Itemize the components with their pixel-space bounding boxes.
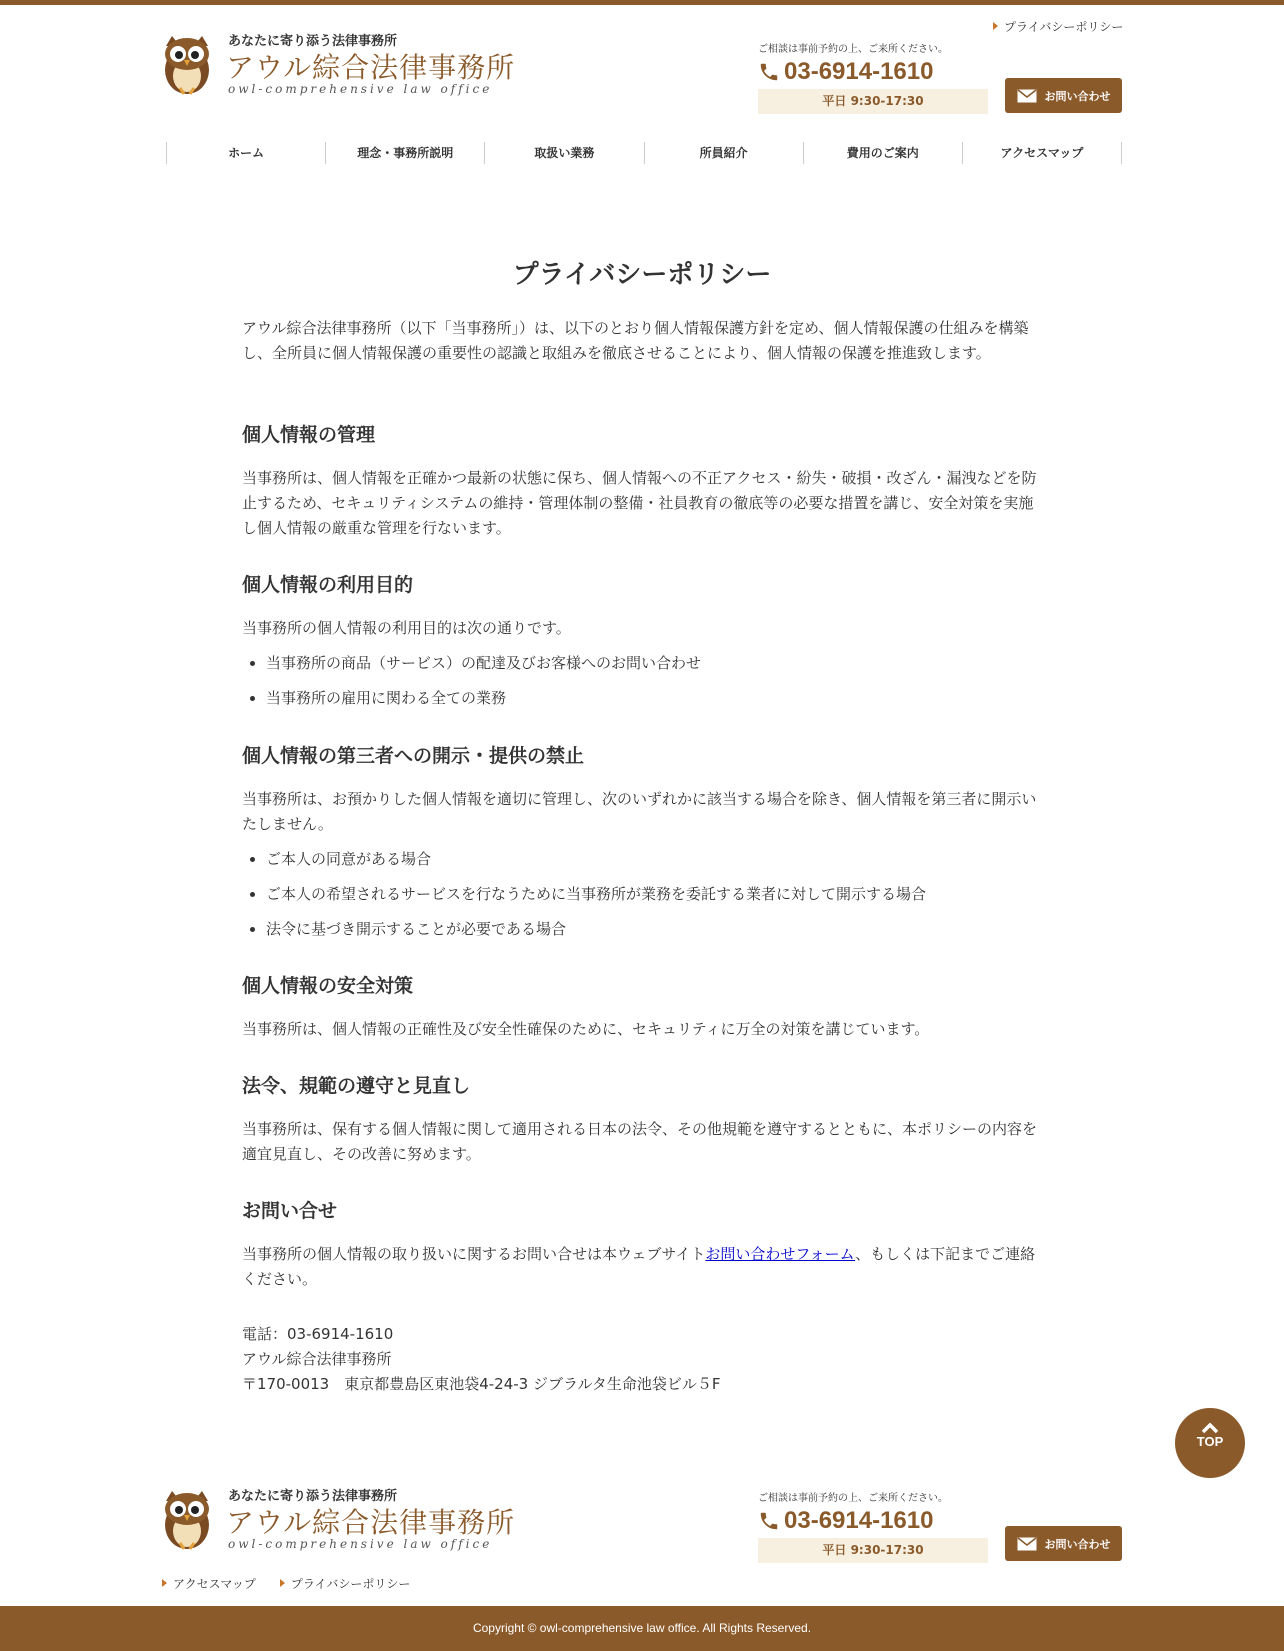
footer-inquiry-button[interactable] <box>1005 1526 1122 1561</box>
footer-logo[interactable] <box>160 1483 516 1555</box>
section-heading-purpose: 個人情報の利用目的 <box>242 574 414 596</box>
list-item: • 法令に基づき開示することが必要である場合 <box>266 917 1042 942</box>
copyright-bar: Copyright © owl-comprehensive law office. All Rights Reserved. <box>0 1606 1284 1651</box>
back-to-top-label: TOP <box>1196 1434 1224 1449</box>
list-item: • ご本人の同意がある場合 <box>266 847 1042 872</box>
header-contact <box>758 40 988 114</box>
main-content <box>242 250 1042 1393</box>
footer-link-label: アクセスマップ <box>173 1577 256 1591</box>
firm-name-english: owl-comprehensive law office <box>228 1537 493 1551</box>
inquiry-button[interactable] <box>1005 78 1122 113</box>
section-body-purpose: 当事務所の個人情報の利用目的は次の通りです。 <box>242 619 571 637</box>
firm-name-english: owl-comprehensive law office <box>228 82 493 96</box>
owl-mascot-icon <box>160 32 214 96</box>
inquiry-form-link[interactable]: お問い合わせフォーム <box>705 1245 856 1263</box>
owl-mascot-icon <box>160 1487 214 1551</box>
privacy-policy-label: プライバシーポリシー <box>1004 20 1124 34</box>
section-heading-disclosure: 個人情報の第三者への開示・提供の禁止 <box>242 745 585 767</box>
contact-text-after: 、もしくは下記までご連絡ください。 <box>242 1245 1036 1288</box>
firm-tagline: あなたに寄り添う法律事務所 <box>228 34 398 49</box>
chevron-up-icon <box>1201 1422 1219 1434</box>
nav-item-home[interactable]: ホーム <box>167 142 326 164</box>
triangle-bullet-icon <box>162 1579 167 1587</box>
business-hours: 平日 9:30-17:30 <box>758 89 988 114</box>
contact-note: ご相談は事前予約の上、ご来所ください。 <box>758 1493 948 1504</box>
intro-text: アウル綜合法律事務所（以下「当事務所」）は、以下のとおり個人情報保護方針を定め、個人情報保護の仕組みを構築し、全所員に個人情報保護の重要性の認識と取組みを徹底させることにより、個人情報の保護を推進致します。 <box>242 319 1029 362</box>
address-firm: アウル綜合法律事務所 <box>242 1350 392 1368</box>
list-item: • 当事務所の雇用に関わる全ての業務 <box>266 686 1042 711</box>
address-phone: 電話：03-6914-1610 <box>242 1325 394 1343</box>
footer-link-privacy-policy[interactable] <box>280 1575 410 1592</box>
firm-name: アウル綜合法律事務所 <box>226 1506 516 1539</box>
phone-number[interactable] <box>758 57 988 87</box>
site-logo[interactable] <box>160 28 516 100</box>
disclosure-list <box>242 847 1042 942</box>
nav-item-practice-areas[interactable]: 取扱い業務 <box>485 142 644 164</box>
nav-item-philosophy[interactable]: 理念・事務所説明 <box>326 142 485 164</box>
nav-item-fees[interactable]: 費用のご案内 <box>804 142 963 164</box>
section-body-compliance: 当事務所は、保有する個人情報に関して適用される日本の法令、その他規範を遵守するとともに、本ポリシーの内容を適宜見直し、その改善に努めます。 <box>242 1120 1038 1163</box>
footer-nav <box>162 1575 410 1592</box>
inquiry-button-label: お問い合わせ <box>1044 1537 1111 1551</box>
footer-link-access-map[interactable] <box>162 1575 256 1592</box>
nav-item-access-map[interactable]: アクセスマップ <box>963 142 1122 164</box>
section-body-security: 当事務所は、個人情報の正確性及び安全性確保のために、セキュリティに万全の対策を講じています。 <box>242 1020 930 1038</box>
footer-link-label: プライバシーポリシー <box>290 1577 411 1591</box>
list-item: • ご本人の希望されるサービスを行なうために当事務所が業務を委託する業者に対して開示する場合 <box>266 882 1042 907</box>
section-body-contact <box>242 1242 1042 1292</box>
top-accent-bar <box>0 0 1284 5</box>
address-line: 〒170-0013 東京都豊島区東池袋4-24-3 ジブラルタ生命池袋ビル５F <box>242 1375 721 1393</box>
firm-tagline: あなたに寄り添う法律事務所 <box>228 1489 398 1504</box>
section-heading-management: 個人情報の管理 <box>242 424 376 446</box>
footer-contact <box>758 1489 988 1563</box>
back-to-top-button[interactable] <box>1175 1408 1245 1478</box>
firm-name: アウル綜合法律事務所 <box>226 51 516 84</box>
list-item: • 当事務所の商品（サービス）の配達及びお客様へのお問い合わせ <box>266 651 1042 676</box>
page-title: プライバシーポリシー <box>512 260 772 290</box>
mail-icon <box>1017 89 1037 103</box>
phone-icon <box>758 61 780 83</box>
triangle-bullet-icon <box>993 22 998 30</box>
phone-number-text: 03-6914-1610 <box>784 1507 934 1534</box>
section-body-disclosure: 当事務所は、お預かりした個人情報を適切に管理し、次のいずれかに該当する場合を除き、個人情報を第三者に開示いたしません。 <box>242 790 1037 833</box>
triangle-bullet-icon <box>280 1579 285 1587</box>
purpose-list <box>242 651 1042 711</box>
section-body-management: 当事務所は、個人情報を正確かつ最新の状態に保ち、個人情報への不正アクセス・紛失・破損・改ざん・漏洩などを防止するため、セキュリティシステムの維持・管理体制の整備・社員教育の徹底等の必要な措置を講じ、安全対策を実施し個人情報の厳重な管理を行ないます。 <box>242 469 1037 537</box>
mail-icon <box>1017 1537 1037 1551</box>
section-heading-compliance: 法令、規範の遵守と見直し <box>242 1075 471 1097</box>
inquiry-button-label: お問い合わせ <box>1044 89 1111 103</box>
phone-number[interactable] <box>758 1506 988 1536</box>
global-nav <box>166 142 1122 164</box>
section-heading-contact: お問い合せ <box>242 1200 338 1222</box>
section-heading-security: 個人情報の安全対策 <box>242 975 414 997</box>
business-hours: 平日 9:30-17:30 <box>758 1538 988 1563</box>
phone-number-text: 03-6914-1610 <box>784 58 934 85</box>
nav-item-staff[interactable]: 所員紹介 <box>645 142 804 164</box>
phone-icon <box>758 1510 780 1532</box>
privacy-policy-link[interactable] <box>993 18 1123 35</box>
contact-note: ご相談は事前予約の上、ご来所ください。 <box>758 44 948 55</box>
contact-text-before: 当事務所の個人情報の取り扱いに関するお問い合せは本ウェブサイト <box>242 1245 706 1263</box>
